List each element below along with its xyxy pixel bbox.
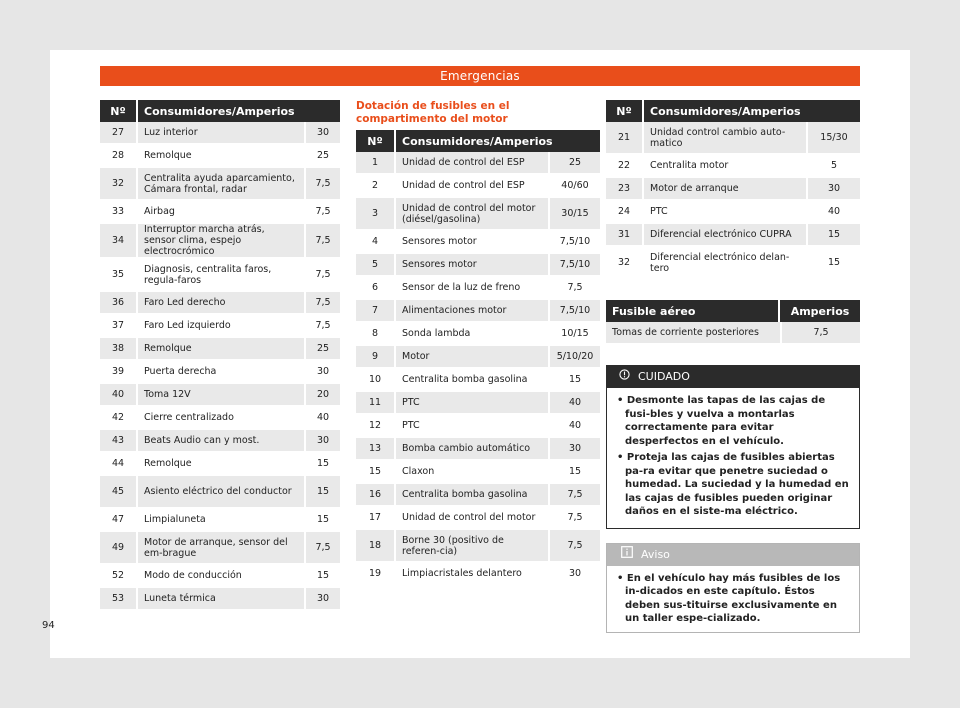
table-cell-consumer: Faro Led izquierdo [138, 315, 304, 338]
table-cell-number: 10 [356, 369, 396, 392]
table-cell-amperes: 40 [548, 392, 600, 415]
table-cell-amperes: 7,5 [304, 532, 340, 565]
table-row [100, 259, 340, 292]
table-cell-amperes: 7,5 [304, 224, 340, 259]
table-cell-number: 18 [356, 530, 396, 563]
col-header-number: Nº [100, 100, 138, 122]
table-cell-consumer: Remolque [138, 453, 304, 476]
notice-title: Aviso [641, 547, 670, 561]
table-cell-amperes: 7,5 [304, 292, 340, 315]
table-cell-amperes: 7,5 [548, 530, 600, 563]
table-cell-number: 31 [606, 224, 644, 247]
table-cell-consumer: Unidad de control del motor (diésel/gasolina) [396, 198, 548, 231]
table-cell-consumer: Remolque [138, 338, 304, 361]
manual-page [42, 50, 910, 658]
table-cell-consumer: Borne 30 (positivo de referen-cia) [396, 530, 548, 563]
table-cell-amperes: 15 [304, 453, 340, 476]
table-row [100, 315, 340, 338]
info-icon [621, 544, 633, 566]
table-cell-consumer: Luz interior [138, 122, 304, 145]
table-row [100, 509, 340, 532]
table-cell-amperes: 30 [548, 563, 600, 586]
caution-box [606, 365, 860, 529]
table-cell-number: 23 [606, 178, 644, 201]
table-cell-consumer: Diferencial electrónico CUPRA [644, 224, 806, 247]
table-row [100, 430, 340, 453]
table-cell-number: 3 [356, 198, 396, 231]
table-cell-number: 32 [606, 247, 644, 280]
table-cell-number: 15 [356, 461, 396, 484]
table-cell-consumer: Modo de conducción [138, 565, 304, 588]
table-cell-number: 39 [100, 361, 138, 384]
table-row [606, 155, 860, 178]
table-cell-consumer: PTC [396, 392, 548, 415]
table-row [356, 300, 600, 323]
table-cell-number: 38 [100, 338, 138, 361]
caution-item: • Proteja las cajas de fusibles abiertas pa-ra evitar que penetre suciedad o humedad. La suciedad y la humedad en las cajas de fusibles pueden originar daños en el siste-ma eléctrico. [617, 452, 849, 517]
table-cell-amperes: 15 [304, 476, 340, 509]
table-cell-amperes: 25 [548, 152, 600, 175]
table-row [606, 224, 860, 247]
table-cell-amperes: 30 [304, 430, 340, 453]
table-row [606, 201, 860, 224]
table-cell-consumer: Sensor de la luz de freno [396, 277, 548, 300]
table-cell-amperes: 15 [304, 509, 340, 532]
table-cell-consumer: PTC [644, 201, 806, 224]
fuse-table-interior [100, 100, 340, 611]
table-cell-consumer: Asiento eléctrico del conductor [138, 476, 304, 509]
table-cell-amperes: 25 [304, 145, 340, 168]
table-cell-consumer: Sensores motor [396, 231, 548, 254]
table-cell-consumer: Beats Audio can y most. [138, 430, 304, 453]
table-cell-number: 27 [100, 122, 138, 145]
section-header: Emergencias [100, 66, 860, 86]
col-header-consumers: Consumidores/Amperios [396, 130, 600, 152]
table-cell-number: 21 [606, 122, 644, 155]
table-cell-consumer: Centralita motor [644, 155, 806, 178]
table-cell-number: 35 [100, 259, 138, 292]
table-cell-consumer: Motor de arranque, sensor del em-brague [138, 532, 304, 565]
table-row [356, 507, 600, 530]
table-cell-number: 11 [356, 392, 396, 415]
table-cell-consumer: Faro Led derecho [138, 292, 304, 315]
table-cell-number: 13 [356, 438, 396, 461]
table-cell-amperes: 10/15 [548, 323, 600, 346]
table-row [356, 277, 600, 300]
table-cell-consumer: Limpialuneta [138, 509, 304, 532]
table-cell-consumer: Luneta térmica [138, 588, 304, 611]
table-row [356, 415, 600, 438]
table-row [356, 563, 600, 586]
table-cell-amperes: 20 [304, 384, 340, 407]
table-cell-number: 52 [100, 565, 138, 588]
table-row [356, 323, 600, 346]
table-row [100, 565, 340, 588]
table-cell-amperes: 15 [806, 247, 860, 280]
table-cell-amperes: 40 [304, 407, 340, 430]
table-row [356, 198, 600, 231]
fuse-table-engine [356, 130, 600, 586]
table-cell-amperes: 5 [806, 155, 860, 178]
table-row [100, 407, 340, 430]
table-row [356, 346, 600, 369]
table-cell-consumer: Diagnosis, centralita faros, regula-faros [138, 259, 304, 292]
table-cell-amperes: 40 [548, 415, 600, 438]
column-middle [356, 100, 600, 586]
table-cell-amperes: 30 [806, 178, 860, 201]
table-cell-consumer: Puerta derecha [138, 361, 304, 384]
table-cell-number: 33 [100, 201, 138, 224]
table-row [100, 338, 340, 361]
table-cell-number: 5 [356, 254, 396, 277]
table-row [100, 201, 340, 224]
table-cell-number: 43 [100, 430, 138, 453]
table-cell-amperes: 15 [548, 369, 600, 392]
table-cell-consumer: Claxon [396, 461, 548, 484]
table-cell-consumer: Tomas de corriente posteriores [606, 322, 780, 345]
table-cell-consumer: Sonda lambda [396, 323, 548, 346]
table-cell-number: 16 [356, 484, 396, 507]
caution-item: • Desmonte las tapas de las cajas de fusi-bles y vuelva a montarlas correctamente para evitar desperfectos en el vehículo. [617, 395, 826, 447]
table-cell-amperes: 15/30 [806, 122, 860, 155]
table-row [100, 588, 340, 611]
table-cell-number: 36 [100, 292, 138, 315]
table-cell-consumer: Motor de arranque [644, 178, 806, 201]
table-cell-number: 6 [356, 277, 396, 300]
table-cell-amperes: 30 [304, 588, 340, 611]
table-cell-amperes: 7,5/10 [548, 254, 600, 277]
table-cell-consumer: Sensores motor [396, 254, 548, 277]
table-cell-number: 24 [606, 201, 644, 224]
table-cell-number: 28 [100, 145, 138, 168]
table-cell-amperes: 40 [806, 201, 860, 224]
table-cell-consumer: Centralita bomba gasolina [396, 369, 548, 392]
table-cell-number: 1 [356, 152, 396, 175]
table-cell-number: 7 [356, 300, 396, 323]
table-row [356, 369, 600, 392]
notice-body [607, 566, 859, 632]
table-cell-number: 53 [100, 588, 138, 611]
fuse-table-engine-2 [606, 100, 860, 280]
table-cell-amperes: 15 [548, 461, 600, 484]
col-header-number: Nº [356, 130, 396, 152]
caution-icon [619, 366, 630, 388]
table-cell-consumer: Bomba cambio automático [396, 438, 548, 461]
table-row [356, 438, 600, 461]
table-cell-consumer: Alimentaciones motor [396, 300, 548, 323]
caution-title: CUIDADO [638, 370, 690, 383]
table-cell-consumer: Interruptor marcha atrás, sensor clima, espejo electrocrómico [138, 224, 304, 259]
col-header-amperes: Amperios [780, 300, 860, 322]
table-row [100, 168, 340, 201]
table-cell-amperes: 5/10/20 [548, 346, 600, 369]
table-cell-amperes: 7,5/10 [548, 231, 600, 254]
table-cell-number: 49 [100, 532, 138, 565]
col-header-number: Nº [606, 100, 644, 122]
table-cell-consumer: Limpiacristales delantero [396, 563, 548, 586]
table-cell-consumer: Unidad de control del ESP [396, 175, 548, 198]
table-cell-consumer: Unidad de control del ESP [396, 152, 548, 175]
caution-body [607, 388, 859, 528]
table-cell-consumer: Toma 12V [138, 384, 304, 407]
table-cell-number: 9 [356, 346, 396, 369]
table-cell-number: 45 [100, 476, 138, 509]
table-cell-number: 32 [100, 168, 138, 201]
table-cell-amperes: 7,5 [548, 484, 600, 507]
table-cell-amperes: 30 [304, 361, 340, 384]
table-cell-consumer: Unidad de control del motor [396, 507, 548, 530]
table-cell-consumer: Motor [396, 346, 548, 369]
col-header-consumers: Consumidores/Amperios [138, 100, 340, 122]
table-cell-amperes: 40/60 [548, 175, 600, 198]
table-cell-amperes: 7,5 [780, 322, 860, 345]
table-row [356, 392, 600, 415]
table-cell-amperes: 25 [304, 338, 340, 361]
table-row [100, 532, 340, 565]
table-row [606, 122, 860, 155]
table-cell-amperes: 30/15 [548, 198, 600, 231]
table-cell-number: 4 [356, 231, 396, 254]
column-right [606, 100, 860, 633]
table-cell-number: 19 [356, 563, 396, 586]
table-cell-number: 37 [100, 315, 138, 338]
table-cell-consumer: Centralita ayuda aparcamiento, Cámara frontal, radar [138, 168, 304, 201]
table-row [356, 484, 600, 507]
table-cell-consumer: Cierre centralizado [138, 407, 304, 430]
table-row [356, 152, 600, 175]
table-cell-consumer: Centralita bomba gasolina [396, 484, 548, 507]
notice-header [607, 544, 859, 566]
table-cell-number: 8 [356, 323, 396, 346]
table-cell-number: 22 [606, 155, 644, 178]
table-row [100, 361, 340, 384]
table-cell-number: 47 [100, 509, 138, 532]
table-cell-number: 40 [100, 384, 138, 407]
table-cell-amperes: 15 [806, 224, 860, 247]
col-header-aerial-fuse: Fusible aéreo [606, 300, 780, 322]
table-cell-consumer: Unidad control cambio auto-matico [644, 122, 806, 155]
column-left [100, 100, 340, 611]
table-row [100, 453, 340, 476]
caution-header [607, 366, 859, 388]
table-cell-amperes: 7,5 [548, 507, 600, 530]
notice-box [606, 543, 860, 633]
table-row [100, 384, 340, 407]
table-cell-number: 12 [356, 415, 396, 438]
table-row [356, 254, 600, 277]
table-cell-amperes: 7,5 [304, 259, 340, 292]
table-cell-amperes: 15 [304, 565, 340, 588]
table-row [356, 461, 600, 484]
table-row [356, 175, 600, 198]
col-header-consumers: Consumidores/Amperios [644, 100, 860, 122]
table-cell-number: 42 [100, 407, 138, 430]
table-row [100, 224, 340, 259]
table-cell-amperes: 7,5 [304, 201, 340, 224]
table-cell-consumer: Diferencial electrónico delan-tero [644, 247, 806, 280]
table-cell-amperes: 30 [548, 438, 600, 461]
table-cell-consumer: PTC [396, 415, 548, 438]
table-cell-amperes: 30 [304, 122, 340, 145]
table-row [100, 122, 340, 145]
table-row [100, 145, 340, 168]
table-row [606, 178, 860, 201]
table-cell-amperes: 7,5 [304, 168, 340, 201]
fuse-table-aerial [606, 300, 860, 345]
table-row [100, 476, 340, 509]
table-cell-number: 2 [356, 175, 396, 198]
table-cell-consumer: Airbag [138, 201, 304, 224]
table-cell-consumer: Remolque [138, 145, 304, 168]
table-cell-number: 17 [356, 507, 396, 530]
page-number: 94 [42, 620, 55, 631]
table-row [100, 292, 340, 315]
table-cell-number: 34 [100, 224, 138, 259]
table-row [606, 247, 860, 280]
table-cell-amperes: 7,5/10 [548, 300, 600, 323]
notice-item: • En el vehículo hay más fusibles de los in-dicados en este capítulo. Éstos deben sus-tituirse exclusivamente en un taller espe-cializado. [617, 572, 841, 624]
table-row [356, 231, 600, 254]
table-cell-amperes: 7,5 [304, 315, 340, 338]
table-cell-number: 44 [100, 453, 138, 476]
table-cell-amperes: 7,5 [548, 277, 600, 300]
table-row [356, 530, 600, 563]
section-title-engine-fuses: Dotación de fusibles en el compartimento del motor [356, 100, 510, 125]
